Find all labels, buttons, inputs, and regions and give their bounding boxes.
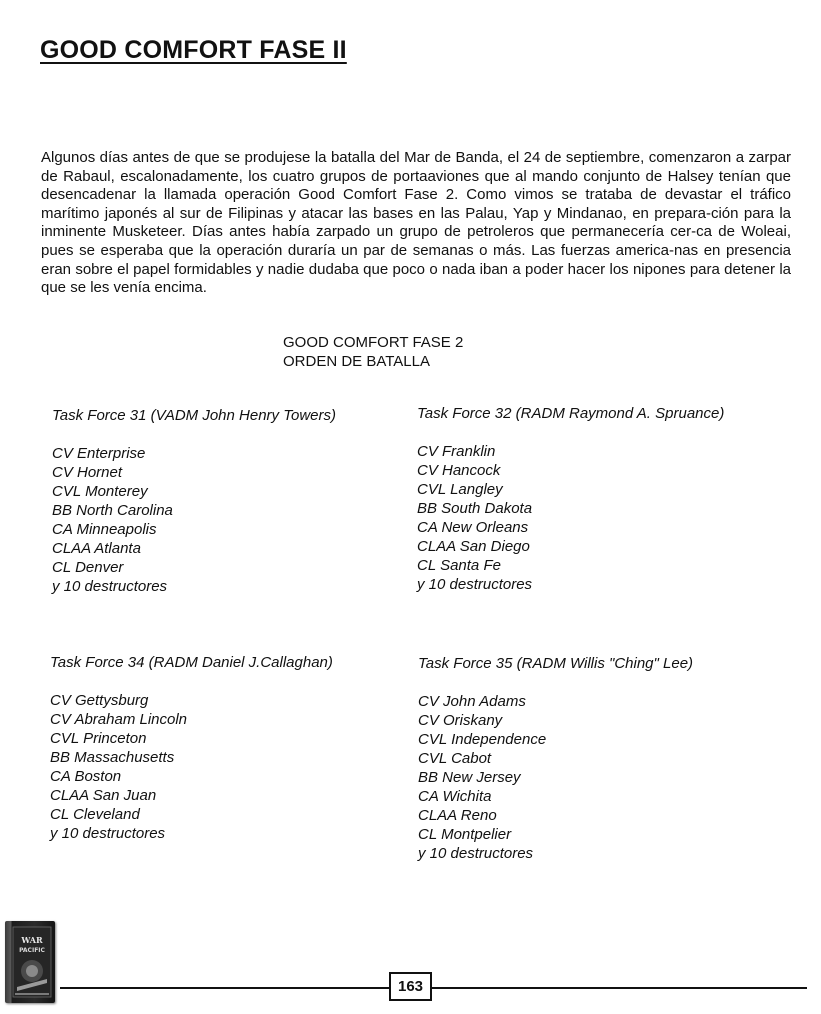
ship-entry: CV Gettysburg	[50, 692, 149, 709]
ship-entry: CV Abraham Lincoln	[50, 711, 188, 728]
ship-entry: CV John Adams	[418, 693, 526, 710]
page-number: 163	[389, 972, 432, 1001]
task-force-35	[418, 654, 693, 863]
task-force-31	[52, 406, 336, 596]
task-force-32	[417, 404, 724, 594]
ship-entry: CVL Princeton	[50, 730, 147, 747]
ship-entry: CLAA Reno	[418, 807, 497, 824]
ship-entry: y 10 destructores	[418, 845, 534, 862]
footer-rule-right	[432, 987, 807, 989]
intro-paragraph: Algunos días antes de que se produjese la batalla del Mar de Banda, el 24 de septiembre, comenzaron a zarpar de Rabaul, escalonadamente, los cuatro grupos de portaaviones que al mando conjunto de Halsey tenían que desencadenar la llamada operación Good Comfort Fase 2. Como vimos se trataba de devastar el tráfico marítimo japonés al sur de Filipinas y atacar las bases en las Palau, Yap y Mindanao, en prepara-ción para la inminente Musketeer. Días antes había zarpado un grupo de petroleros que permanecería cer-ca de Woleai, pues se esperaba que la operación duraría un par de semanas o más. Las fuerzas america-nas en presencia eran sobre el papel formidables y nadie dudaba que poco o nada iban a poder hacer los nipones para detener la que se les venía encima.	[41, 149, 791, 297]
task-force-34	[50, 653, 333, 843]
task-force-title: Task Force 32 (RADM Raymond A. Spruance)	[417, 405, 725, 422]
book-cover-title-line1: WAR	[21, 935, 43, 945]
ship-entry: CLAA Atlanta	[52, 540, 141, 557]
order-of-battle-heading-line1: GOOD COMFORT FASE 2	[283, 334, 464, 351]
task-force-title: Task Force 34 (RADM Daniel J.Callaghan)	[50, 654, 333, 671]
book-cover-art	[5, 921, 55, 1003]
page-title: GOOD COMFORT FASE II	[40, 36, 347, 64]
ship-entry: CV Hancock	[417, 462, 501, 479]
ship-entry: CA New Orleans	[417, 519, 529, 536]
ship-entry: BB South Dakota	[417, 500, 533, 517]
ship-entry: CV Oriskany	[418, 712, 503, 729]
ship-entry: CVL Langley	[417, 481, 503, 498]
ship-entry: CL Denver	[52, 559, 124, 576]
footer-rule-left	[60, 987, 390, 989]
ship-entry: CV Hornet	[52, 464, 123, 481]
ship-entry: CA Boston	[50, 768, 122, 785]
ship-entry: CV Enterprise	[52, 445, 146, 462]
ship-entry: CV Franklin	[417, 443, 496, 460]
task-force-title: Task Force 31 (VADM John Henry Towers)	[52, 407, 336, 424]
task-force-title: Task Force 35 (RADM Willis "Ching" Lee)	[418, 655, 694, 672]
book-cover-thumbnail	[5, 921, 55, 1003]
ship-entry: CA Minneapolis	[52, 521, 157, 538]
ship-entry: CA Wichita	[418, 788, 492, 805]
ship-entry: CL Santa Fe	[417, 557, 501, 574]
ship-entry: CL Montpelier	[418, 826, 512, 843]
ship-entry: y 10 destructores	[52, 578, 168, 595]
ship-entry: CL Cleveland	[50, 806, 140, 823]
ship-entry: CVL Cabot	[418, 750, 492, 767]
ship-entry: y 10 destructores	[417, 576, 533, 593]
book-cover-title-line2: PACIFIC	[19, 947, 45, 954]
ship-entry: CVL Independence	[418, 731, 547, 748]
ship-entry: CLAA San Diego	[417, 538, 530, 555]
ship-entry: BB North Carolina	[52, 502, 173, 519]
ship-entry: BB Massachusetts	[50, 749, 175, 766]
order-of-battle-heading-line2: ORDEN DE BATALLA	[283, 353, 430, 370]
ship-entry: y 10 destructores	[50, 825, 166, 842]
ship-entry: BB New Jersey	[418, 769, 521, 786]
ship-entry: CLAA San Juan	[50, 787, 157, 804]
order-of-battle-heading	[283, 333, 463, 371]
ship-entry: CVL Monterey	[52, 483, 148, 500]
